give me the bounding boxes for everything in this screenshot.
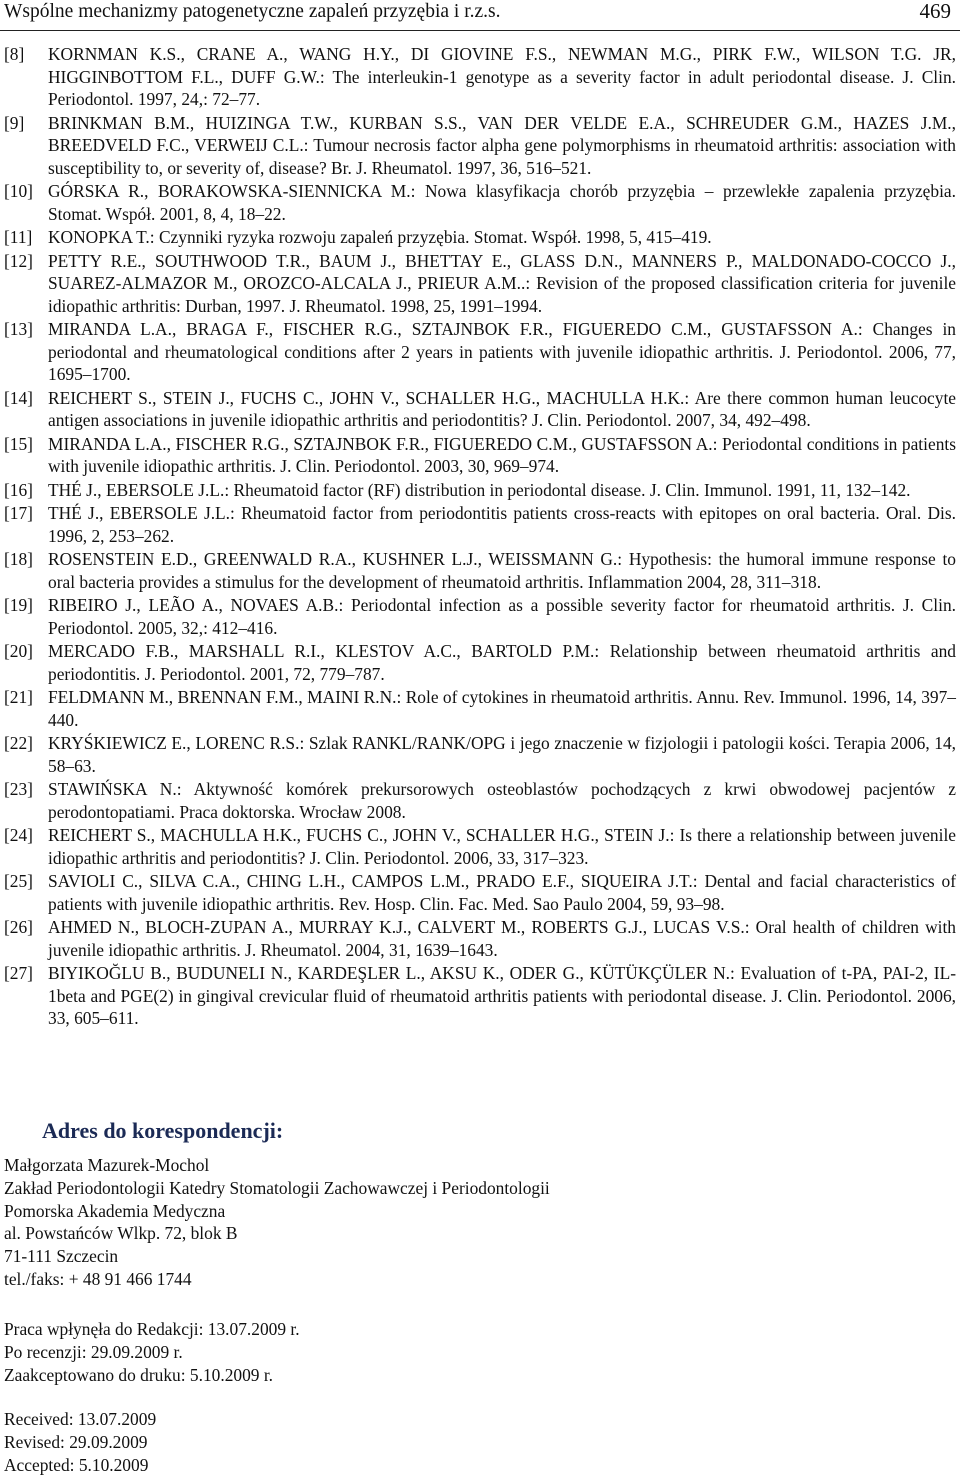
reference-text: AHMED N., BLOCH-ZUPAN A., MURRAY K.J., CALVERT M., ROBERTS G.J., LUCAS V.S.: Oral health of children with juvenile idiopathic arthritis. J. Rheumatol. 2004, 31, 1639–1643. [48,917,956,960]
submission-dates-pl [4,1318,300,1386]
reference-number: [11] [4,227,33,247]
date-line: Po recenzji: 29.09.2009 r. [4,1341,183,1362]
reference-list [4,43,956,1030]
reference-item [4,916,956,961]
reference-text: FELDMANN M., BRENNAN F.M., MAINI R.N.: Role of cytokines in rheumatoid arthritis. Annu. Rev. Immunol. 1996, 14, 397–440. [48,687,956,730]
reference-text: GÓRSKA R., BORAKOWSKA-SIENNICKA M.: Nowa klasyfikacja chorób przyzębia – przewlekłe zapalenia przyzębia. Stomat. Współ. 2001, 8, 4, 18–22. [48,181,956,224]
reference-text: BRINKMAN B.M., HUIZINGA T.W., KURBAN S.S., VAN DER VELDE E.A., SCHREUDER G.M., HAZES J.M., BREEDVELD F.C., VERWEIJ C.L.: Tumour necrosis factor alpha gene polymorphisms in rheumatoid arthritis: association with susceptibility to, or severity of, disease? Br. J. Rheumatol. 1997, 36, 516–521. [48,112,956,178]
reference-item [4,778,956,823]
reference-text: REICHERT S., STEIN J., FUCHS C., JOHN V., SCHALLER H.G., MACHULLA H.K.: Are there common human leucocyte antigen associations in juvenile idiopathic arthritis and periodontitis? J. Clin. Periodontol. 2007, 34, 492–498. [48,387,956,430]
date-line: Praca wpłynęła do Redakcji: 13.07.2009 r. [4,1319,300,1339]
reference-number: [21] [4,687,33,707]
reference-number: [22] [4,733,33,753]
address-line: al. Powstańców Wlkp. 72, blok B [4,1223,238,1244]
reference-item [4,502,956,547]
reference-number: [10] [4,181,33,201]
reference-item [4,594,956,639]
reference-number: [18] [4,549,33,569]
reference-item [4,250,956,318]
reference-text: STAWIŃSKA N.: Aktywność komórek prekursorowych osteoblastów pochodzących z krwi obwodowej pacjentów z perodontopatiami. Praca doktorska. Wrocław 2008. [48,779,956,822]
reference-item [4,433,956,478]
reference-number: [19] [4,595,33,615]
reference-item [4,686,956,731]
reference-item [4,824,956,869]
reference-number: [25] [4,871,33,891]
address-line: tel./faks: + 48 91 466 1744 [4,1268,192,1289]
reference-text: KORNMAN K.S., CRANE A., WANG H.Y., DI GIOVINE F.S., NEWMAN M.G., PIRK F.W., WILSON T.G. JR, HIGGINBOTTOM F.L., DUFF G.W.: The interleukin-1 genotype as a severity factor in adult periodontal disease. J. Clin. Periodontol. 1997, 24,: 72–77. [48,44,956,109]
date-line: Accepted: 5.10.2009 [4,1454,149,1475]
running-header [0,0,960,31]
correspondence-heading: Adres do korespondencji: [42,1118,284,1143]
address-line: Zakład Periodontologii Katedry Stomatologii Zachowawczej i Periodontologii [4,1177,550,1198]
reference-item [4,870,956,915]
reference-text: THÉ J., EBERSOLE J.L.: Rheumatoid factor (RF) distribution in periodontal disease. J. Clin. Immunol. 1991, 11, 132–142. [48,479,911,500]
reference-item [4,548,956,593]
page-number: 469 [919,0,951,23]
submission-dates-en [4,1408,156,1476]
reference-number: [14] [4,387,33,408]
reference-text: RIBEIRO J., LEÃO A., NOVAES A.B.: Periodontal infection as a possible severity factor for rheumatoid arthritis. J. Clin. Periodontol. 2005, 32,: 412–416. [48,595,956,638]
reference-number: [26] [4,917,33,937]
reference-item [4,962,956,1030]
reference-number: [23] [4,779,33,799]
reference-item [4,112,956,180]
reference-text: ROSENSTEIN E.D., GREENWALD R.A., KUSHNER L.J., WEISSMANN G.: Hypothesis: the humoral immune response to oral bacteria provides a stimulus for the development of rheumatoid arthritis. Inflammation 2004, 28, 311–318. [48,549,956,592]
reference-number: [12] [4,250,33,271]
reference-text: MIRANDA L.A., FISCHER R.G., SZTAJNBOK F.R., FIGUEREDO C.M., GUSTAFSSON A.: Periodontal conditions in patients with juvenile idiopathic arthritis. J. Clin. Periodontol. 2003, 30, 969–974. [48,433,956,476]
reference-text: MIRANDA L.A., BRAGA F., FISCHER R.G., SZTAJNBOK F.R., FIGUEREDO C.M., GUSTAFSSON A.: Changes in periodontal and rheumatological conditions after 2 years in patients with juvenile idiopathic arthritis. J. Periodontol. 2006, 77, 1695–1700. [48,319,956,384]
reference-text: THÉ J., EBERSOLE J.L.: Rheumatoid factor from periodontitis patients cross-reacts with epitopes on oral bacteria. Oral. Dis. 1996, 2, 253–262. [48,503,956,546]
reference-item [4,318,956,386]
reference-number: [13] [4,319,33,339]
reference-text: MERCADO F.B., MARSHALL R.I., KLESTOV A.C., BARTOLD P.M.: Relationship between rheumatoid arthritis and periodontitis. J. Periodontol. 2001, 72, 779–787. [48,641,956,684]
reference-number: [8] [4,44,25,64]
reference-text: SAVIOLI C., SILVA C.A., CHING L.H., CAMPOS L.M., PRADO E.F., SIQUEIRA J.T.: Dental and facial characteristics of patients with juvenile idiopathic arthritis. Rev. Hosp. Clin. Fac. Med. Sao Paulo 2004, 59, 93–98. [48,871,956,914]
running-title: Wspólne mechanizmy patogenetyczne zapaleń przyzębia i r.z.s. [4,1,501,22]
reference-number: [27] [4,963,33,983]
reference-number: [9] [4,112,25,133]
reference-item [4,640,956,685]
reference-number: [20] [4,641,33,661]
address-line: Pomorska Akademia Medyczna [4,1200,226,1221]
reference-text: PETTY R.E., SOUTHWOOD T.R., BAUM J., BHETTAY E., GLASS D.N., MANNERS P., MALDONADO-COCCO J., SUAREZ-ALMAZOR M., OROZCO-ALCALA J., PRIEUR A.M..: Revision of the proposed classification criteria for juvenile idiopathic arthritis: Durban, 1997. J. Rheumatol. 1998, 25, 1991–1994. [48,250,956,316]
reference-number: [15] [4,433,33,454]
reference-text: KRYŚKIEWICZ E., LORENC R.S.: Szlak RANKL/RANK/OPG i jego znaczenie w fizjologii i patologii kości. Terapia 2006, 14, 58–63. [48,733,956,776]
reference-item [4,387,956,432]
date-line: Zaakceptowano do druku: 5.10.2009 r. [4,1364,274,1385]
reference-item [4,479,956,502]
date-line: Received: 13.07.2009 [4,1409,157,1429]
reference-item [4,732,956,777]
reference-item [4,43,956,111]
date-line: Revised: 29.09.2009 [4,1431,148,1452]
reference-item [4,226,956,249]
reference-number: [17] [4,503,33,523]
reference-text: REICHERT S., MACHULLA H.K., FUCHS C., JOHN V., SCHALLER H.G., STEIN J.: Is there a relationship between juvenile idiopathic arthritis and periodontitis? J. Clin. Periodontol. 2006, 33, 317–323. [48,825,956,868]
reference-number: [24] [4,825,33,845]
reference-text: KONOPKA T.: Czynniki ryzyka rozwoju zapaleń przyzębia. Stomat. Współ. 1998, 5, 415–419. [48,227,712,247]
address-line: Małgorzata Mazurek-Mochol [4,1155,210,1175]
correspondence-address [4,1154,550,1291]
address-line: 71-111 Szczecin [4,1246,119,1267]
reference-text: BIYIKOĞLU B., BUDUNELI N., KARDEŞLER L., AKSU K., ODER G., KÜTÜKÇÜLER N.: Evaluation of t-PA, PAI-2, IL-1beta and PGE(2) in gingival crevicular fluid of rheumatoid arthritis patients with periodontal disease. J. Clin. Periodontol. 2006, 33, 605–611. [48,963,956,1028]
reference-number: [16] [4,479,33,500]
reference-item [4,180,956,225]
